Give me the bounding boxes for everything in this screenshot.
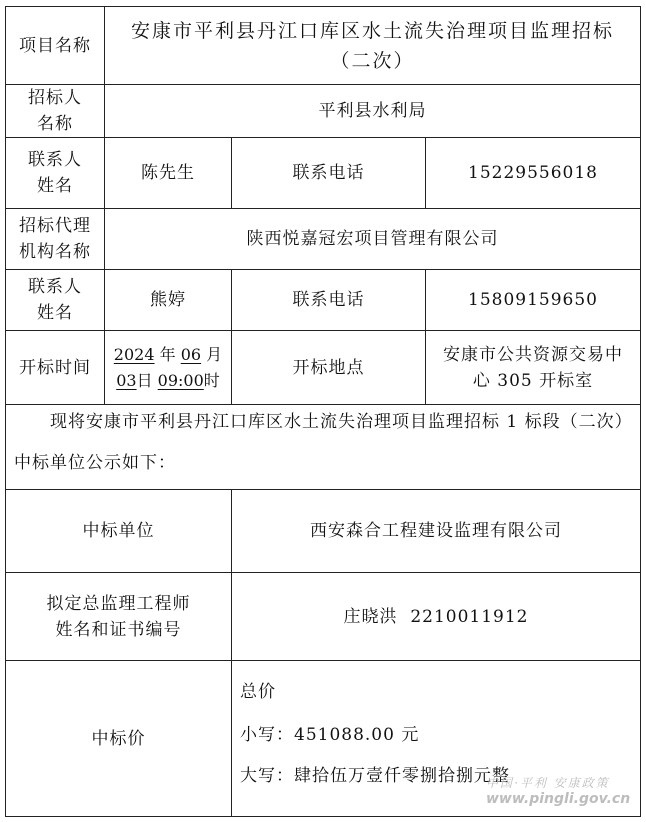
- project-title: [105, 7, 640, 84]
- opening-hour: 09:00: [157, 370, 204, 390]
- contact1-phone: [426, 138, 640, 208]
- opening-time-value: [105, 331, 231, 404]
- contact2-phone-label-text: 联系电话: [292, 290, 365, 310]
- opening-time-label-text: 开标时间: [19, 357, 91, 378]
- contact1-label: [6, 138, 104, 208]
- opening-time-line1: [114, 342, 222, 368]
- opening-time-label: [6, 331, 104, 404]
- price-label: [6, 661, 231, 816]
- project-title-line2: （二次）: [330, 49, 415, 72]
- opening-place-line2: 心 305 开标室: [472, 370, 594, 391]
- notice-line1: 现将安康市平利县丹江口库区水土流失治理项目监理招标 1 标段（二次）: [50, 412, 633, 432]
- project-name-label-text: 项目名称: [19, 35, 91, 56]
- price-upper-value: 肆拾伍万壹仟零捌拾捌元整: [294, 766, 510, 786]
- contact2-phone: [426, 270, 640, 330]
- price-upper: [240, 763, 510, 789]
- watermark-line2: www.pingli.gov.cn: [486, 791, 631, 807]
- opening-place-label-text: 开标地点: [292, 357, 365, 378]
- engineer-value-text: 庄晓洪 2210011912: [343, 606, 529, 627]
- contact1-label-line2: 姓名: [37, 176, 73, 196]
- watermark-line1: 中国·平利 安康政策: [486, 776, 610, 790]
- contact1-person: [105, 138, 231, 208]
- contact2-person: [105, 270, 231, 330]
- tenderer-label-line1: 招标人: [28, 88, 82, 108]
- agency-label-line2: 机构名称: [19, 242, 91, 262]
- agency-label-line1: 招标代理: [19, 216, 91, 236]
- engineer-value: [232, 573, 640, 660]
- tenderer-label: [6, 85, 104, 137]
- opening-time-line2: [116, 368, 220, 394]
- contact1-phone-label-text: 联系电话: [292, 163, 365, 183]
- contact1-label-line1: 联系人: [28, 150, 82, 170]
- notice-line2: 中标单位公示如下：: [14, 453, 176, 473]
- agency-value: [105, 209, 640, 269]
- contact2-person-text: 熊婷: [150, 290, 186, 310]
- price-lower-label: 小写：: [240, 725, 294, 745]
- price-label-text: 中标价: [91, 728, 146, 749]
- project-name-label: [6, 7, 104, 84]
- winner-label-text: 中标单位: [82, 521, 155, 541]
- agency-label: [6, 209, 104, 269]
- agency-value-text: 陕西悦嘉冠宏项目管理有限公司: [246, 229, 499, 249]
- contact2-label-line1: 联系人: [28, 277, 82, 297]
- winner-value: [232, 490, 640, 572]
- price-total-label: 总价: [240, 682, 276, 702]
- price-lower-value: 451088.00 元: [294, 725, 420, 745]
- winner-value-text: 西安森合工程建设监理有限公司: [310, 521, 562, 541]
- contact1-person-text: 陈先生: [141, 163, 195, 183]
- tenderer-label-line2: 名称: [37, 114, 73, 134]
- engineer-label-line2: 姓名和证书编号: [55, 619, 182, 640]
- contact1-phone-text: 15229556018: [468, 163, 598, 183]
- price-upper-label: 大写：: [240, 766, 294, 786]
- tenderer-value-text: 平利县水利局: [318, 101, 427, 121]
- opening-day: 03: [116, 370, 137, 390]
- contact2-phone-label: [232, 270, 425, 330]
- contact2-phone-text: 15809159650: [468, 290, 598, 310]
- opening-hour-unit: 时: [203, 370, 220, 390]
- tenderer-value: [105, 85, 640, 137]
- winner-label: [6, 490, 231, 572]
- price-lower: [240, 722, 419, 748]
- contact2-label: [6, 270, 104, 330]
- opening-month: 06: [180, 344, 202, 364]
- project-title-line1: 安康市平利县丹江口库区水土流失治理项目监理招标: [130, 19, 614, 42]
- contact2-label-line2: 姓名: [37, 303, 73, 323]
- opening-year-unit: 年: [159, 344, 176, 364]
- opening-place-line1: 安康市公共资源交易中: [443, 344, 623, 365]
- contact1-phone-label: [232, 138, 425, 208]
- opening-year: 2024: [113, 344, 155, 364]
- opening-place-label: [232, 331, 425, 404]
- engineer-label-line1: 拟定总监理工程师: [46, 593, 191, 614]
- opening-day-unit: 日: [136, 370, 153, 390]
- engineer-label: [6, 573, 231, 660]
- opening-month-unit: 月: [206, 344, 223, 364]
- opening-place: [426, 331, 640, 404]
